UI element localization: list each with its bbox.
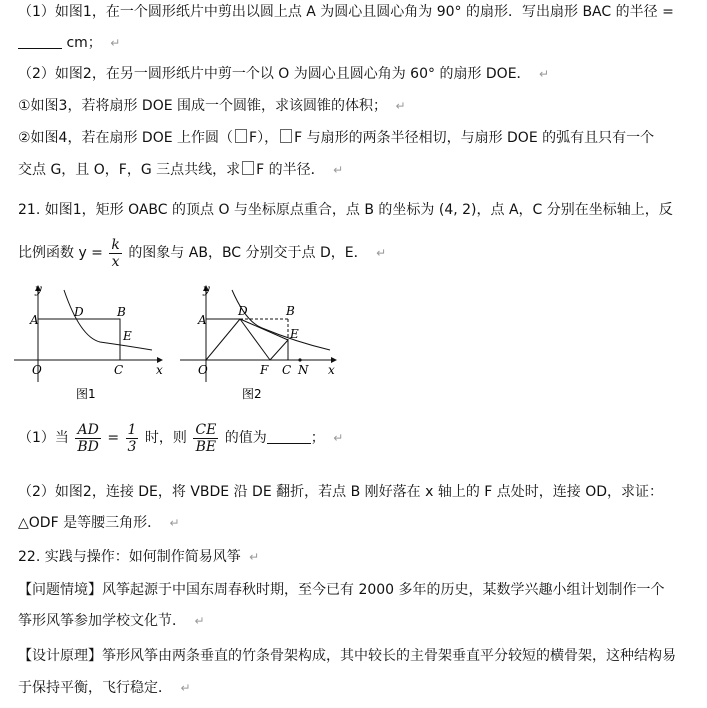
- q20-part1-answer: [18, 33, 120, 53]
- return-mark: ↵: [333, 431, 344, 445]
- segment-fe: [270, 340, 288, 360]
- q21-part2-text-a: （2）如图2，连接 DE，将 VBDE 沿 DE 翻折，若点 B 刚好落在 x 轴上的 F 点处时，连接 OD，求证：: [18, 484, 664, 500]
- q22-context-text: 【问题情境】风筝起源于中国东周春秋时期，至今已有 2000 多年的历史，某数学兴趣小组计划制作一个: [18, 582, 665, 598]
- q21-intro: [18, 200, 673, 220]
- fraction-denominator: BD: [77, 438, 99, 455]
- q20-sub2-text-d: 交点 G，且 O，F，G 三点共线，求: [18, 162, 241, 178]
- fraction-numerator: 1: [127, 421, 137, 438]
- label-e: E: [123, 329, 132, 343]
- fraction-denominator: BE: [195, 438, 217, 455]
- hyperbola-curve: [232, 290, 330, 350]
- q21-part1-text-a: （1）当: [18, 430, 69, 446]
- circle-symbol-icon: [242, 161, 254, 175]
- label-n: N: [298, 363, 309, 377]
- segment-od: [206, 319, 240, 360]
- return-mark: ↵: [194, 614, 205, 628]
- return-mark: ↵: [169, 516, 180, 530]
- circle-symbol-icon: [235, 129, 247, 143]
- label-o: O: [32, 363, 42, 377]
- label-o: O: [198, 363, 208, 377]
- q22-principle: [18, 646, 676, 666]
- q21-part1-text-d: ；: [310, 430, 325, 446]
- fraction-numerator: CE: [195, 421, 217, 438]
- label-d: D: [74, 305, 84, 319]
- label-x: x: [156, 363, 163, 377]
- q20-sub2-text-a: ②如图4，若在扇形 DOE 上作圆（: [18, 130, 234, 146]
- q20-part2: [18, 64, 549, 84]
- equals-sign: =: [107, 430, 120, 446]
- q22-context-text-cont: 筝形风筝参加学校文化节．: [18, 613, 186, 629]
- unit-text: cm；: [66, 35, 102, 51]
- q21-part1: [18, 420, 343, 456]
- answer-blank: [267, 429, 311, 444]
- label-a: A: [198, 313, 207, 327]
- q20-part1: [18, 2, 674, 22]
- fraction-numerator: AD: [75, 422, 101, 439]
- label-e: E: [290, 327, 299, 341]
- fraction-denominator: 3: [127, 438, 137, 455]
- label-f: F: [260, 363, 269, 377]
- q21-intro-text: 21. 如图1，矩形 OABC 的顶点 O 与坐标原点重合，点 B 的坐标为 (4, 2)，点 A，C 分别在坐标轴上，反: [18, 202, 673, 218]
- q22-context-cont: [18, 611, 205, 631]
- q21-function-text-b: 的图象与 AB，BC 分别交于点 D，E．: [128, 245, 368, 261]
- hyperbola-curve: [64, 290, 152, 350]
- point-n: [298, 358, 301, 361]
- label-b: B: [117, 305, 126, 319]
- k-over-x-fraction: [109, 237, 121, 270]
- label-d: D: [238, 304, 248, 318]
- rectangle-oabc: [38, 319, 120, 360]
- q20-sub2-text-e: F 的半径．: [256, 162, 325, 178]
- q20-sub2-text-b: F），: [249, 130, 279, 146]
- q22-principle-text-cont: 于保持平衡，飞行稳定．: [18, 680, 172, 696]
- return-mark: ↵: [249, 550, 260, 564]
- q22-title-text: 22. 实践与操作：如何制作简易风筝: [18, 549, 241, 565]
- label-y: y: [35, 282, 42, 296]
- q21-part1-text-b: 时，则: [144, 430, 187, 446]
- one-third-fraction: [126, 422, 139, 455]
- return-mark: ↵: [333, 163, 344, 177]
- figure-1: [10, 282, 170, 404]
- q20-sub2-text-c: F 与扇形的两条半径相切，与扇形 DOE 的弧有且只有一个: [294, 130, 655, 146]
- q21-part1-text-c: 的值为: [224, 430, 267, 446]
- return-mark: ↵: [395, 99, 406, 113]
- q21-part2: [18, 482, 663, 502]
- fraction-denominator: x: [111, 253, 120, 270]
- circle-symbol-icon: [280, 129, 292, 143]
- return-mark: ↵: [180, 681, 191, 695]
- q20-part1-text: （1）如图1，在一个圆形纸片中剪出以圆上点 A 为圆心且圆心角为 90° 的扇形．写出扇形 BAC 的半径 =: [18, 4, 674, 20]
- return-mark: ↵: [539, 67, 550, 81]
- ad-over-bd-fraction: [75, 422, 101, 455]
- q20-sub1-text: ①如图3，若将扇形 DOE 围成一个圆锥，求该圆锥的体积；: [18, 98, 388, 114]
- q21-part2-cont: [18, 513, 180, 533]
- q20-sub2: [18, 128, 654, 148]
- q22-context: [18, 580, 665, 600]
- label-a: A: [30, 313, 39, 327]
- return-mark: ↵: [110, 36, 121, 50]
- q20-part2-text: （2）如图2，在另一圆形纸片中剪一个以 O 为圆心且圆心角为 60° 的扇形 DOE．: [18, 66, 531, 82]
- q22-title: [18, 547, 259, 567]
- figure-2-caption: 图2: [242, 387, 262, 401]
- q21-part2-text-b: △ODF 是等腰三角形．: [18, 515, 162, 531]
- q22-principle-text: 【设计原理】筝形风筝由两条垂直的竹条骨架构成，其中较长的主骨架垂直平分较短的横骨架，这种结构易: [18, 648, 676, 664]
- q21-function: [18, 236, 386, 270]
- return-mark: ↵: [376, 246, 387, 260]
- q20-sub2-cont: [18, 160, 343, 180]
- q20-sub1: [18, 96, 406, 116]
- figure-2: [176, 282, 344, 404]
- label-y: y: [203, 282, 210, 296]
- fraction-numerator: k: [111, 236, 120, 253]
- answer-blank: [18, 34, 62, 49]
- label-c: C: [282, 363, 292, 377]
- q22-principle-cont: [18, 678, 191, 698]
- figure-1-caption: 图1: [76, 387, 96, 401]
- ce-over-be-fraction: [193, 422, 218, 455]
- label-x: x: [328, 363, 335, 377]
- q21-function-text-a: 比例函数 y =: [18, 245, 103, 261]
- label-b: B: [286, 304, 295, 318]
- label-c: C: [114, 363, 124, 377]
